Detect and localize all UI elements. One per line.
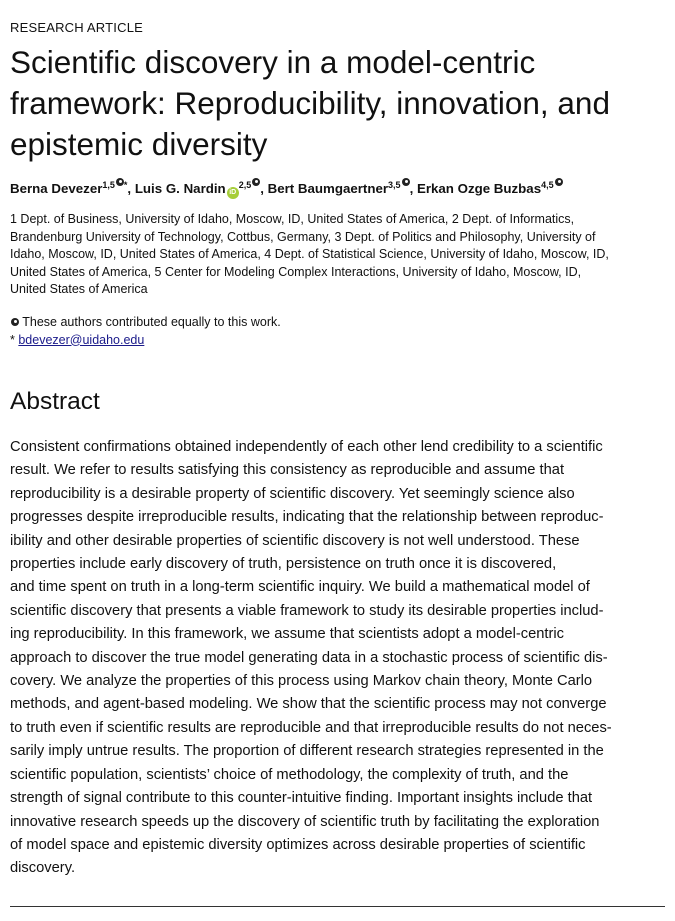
author-list: Berna Devezer$^{1,5}$ *, Luis G. Nardin iD$^{2,5}$ , Bert Baumgaertner$^{3,5}$ , Erkan Ozge Buzbas$^{4,5}$	[10, 178, 563, 199]
author-affiliation-sup: 4,5	[541, 180, 554, 190]
affiliation-line: Brandenburg University of Technology, Cottbus, Germany, 3 Dept. of Politics and Philosophy, University of	[10, 229, 596, 244]
abstract-line: reproducibility is a desirable property of scientific discovery. Yet seemingly science also	[10, 485, 575, 502]
abstract-heading: Abstract	[10, 388, 100, 415]
abstract-line: discovery.	[10, 860, 76, 877]
equal-contribution-icon	[555, 178, 563, 186]
affiliation-line: United States of America	[10, 282, 148, 296]
author-name[interactable]: Bert Baumgaertner	[267, 181, 389, 196]
abstract-line: covery. We analyze the properties of this process using Markov chain theory, Monte Carlo	[10, 673, 593, 690]
title-line: Scientific discovery in a model-centric	[10, 44, 536, 80]
author-affiliation-sup: 1,5	[102, 180, 115, 190]
equal-contribution-note	[10, 314, 281, 332]
article-title	[10, 42, 660, 165]
orcid-icon[interactable]: iD	[227, 187, 239, 199]
affiliation-line: 1 Dept. of Business, University of Idaho, Moscow, ID, United States of America, 2 Dept. of Informatics,	[10, 212, 575, 226]
equal-contribution-icon	[402, 178, 410, 186]
email-link[interactable]: bdevezer@uidaho.edu	[18, 332, 145, 347]
equal-contribution-icon	[11, 318, 19, 326]
abstract-line: of model space and epistemic diversity optimizes across desirable properties of scientific	[10, 836, 586, 853]
author-notes	[10, 314, 281, 349]
author-name[interactable]: Erkan Ozge Buzbas	[416, 181, 542, 196]
abstract-line: ibility and other desirable properties of scientific discovery is not well understood. These	[10, 532, 580, 549]
author-affiliation-sup: 2,5	[238, 180, 252, 190]
abstract-line: to truth even if scientific results are reproducible and that irreproducible results do not neces-	[10, 719, 612, 736]
abstract-line: Consistent confirmations obtained independently of each other lend credibility to a scientific	[10, 439, 603, 455]
affiliation-line: Idaho, Moscow, ID, United States of America, 4 Dept. of Statistical Science, University of Idaho, Moscow, ID,	[10, 247, 609, 261]
abstract-line: properties include early discovery of truth, persistence on truth once it is discovered,	[10, 556, 557, 573]
abstract-line: strength of signal contribute to this counter-intuitive finding. Important insights include that	[10, 790, 593, 807]
section-label: RESEARCH ARTICLE	[10, 20, 143, 35]
equal-contribution-icon	[116, 178, 124, 186]
abstract-line: ing reproducibility. In this framework, we assume that scientists adopt a model-centric	[10, 626, 565, 643]
author-affiliation-sup: 3,5	[388, 180, 401, 190]
abstract-line: scientific population, scientists’ choice of methodology, the complexity of truth, and the	[10, 766, 569, 783]
abstract-line: scientific discovery that presents a viable framework to study its desirable properties includ-	[10, 602, 604, 619]
abstract-line: progresses despite irreproducible results, indicating that the relationship between reproduc-	[10, 509, 604, 526]
affiliations	[10, 211, 660, 299]
abstract-line: result. We refer to results satisfying this consistency as reproducible and assume that	[10, 462, 565, 479]
abstract-line: methods, and agent-based modeling. We show that the scientific process may not converge	[10, 696, 607, 713]
abstract-line: innovative research speeds up the discovery of scientific truth by facilitating the exploration	[10, 813, 600, 830]
corresponding-marker: *	[10, 332, 15, 347]
title-line: framework: Reproducibility, innovation, and	[10, 85, 610, 121]
author-name[interactable]: Berna Devezer	[10, 181, 103, 196]
bottom-divider	[10, 906, 665, 907]
corresponding-note	[10, 332, 281, 350]
abstract-body	[10, 436, 660, 881]
title-line: epistemic diversity	[10, 126, 268, 162]
abstract-line: and time spent on truth in a long-term scientific inquiry. We build a mathematical model of	[10, 579, 590, 596]
abstract-line: sarily imply untrue results. The proportion of different research strategies represented in the	[10, 743, 604, 760]
abstract-line: approach to discover the true model generating data in a stochastic process of scientific dis-	[10, 649, 608, 666]
author-name[interactable]: Luis G. Nardin	[134, 181, 226, 196]
corresponding-marker: *	[123, 180, 128, 190]
equal-contribution-text: These authors contributed equally to this work.	[22, 315, 281, 329]
equal-contribution-icon	[252, 178, 260, 186]
affiliation-line: United States of America, 5 Center for Modeling Complex Interactions, University of Idaho, Moscow, ID,	[10, 264, 582, 279]
